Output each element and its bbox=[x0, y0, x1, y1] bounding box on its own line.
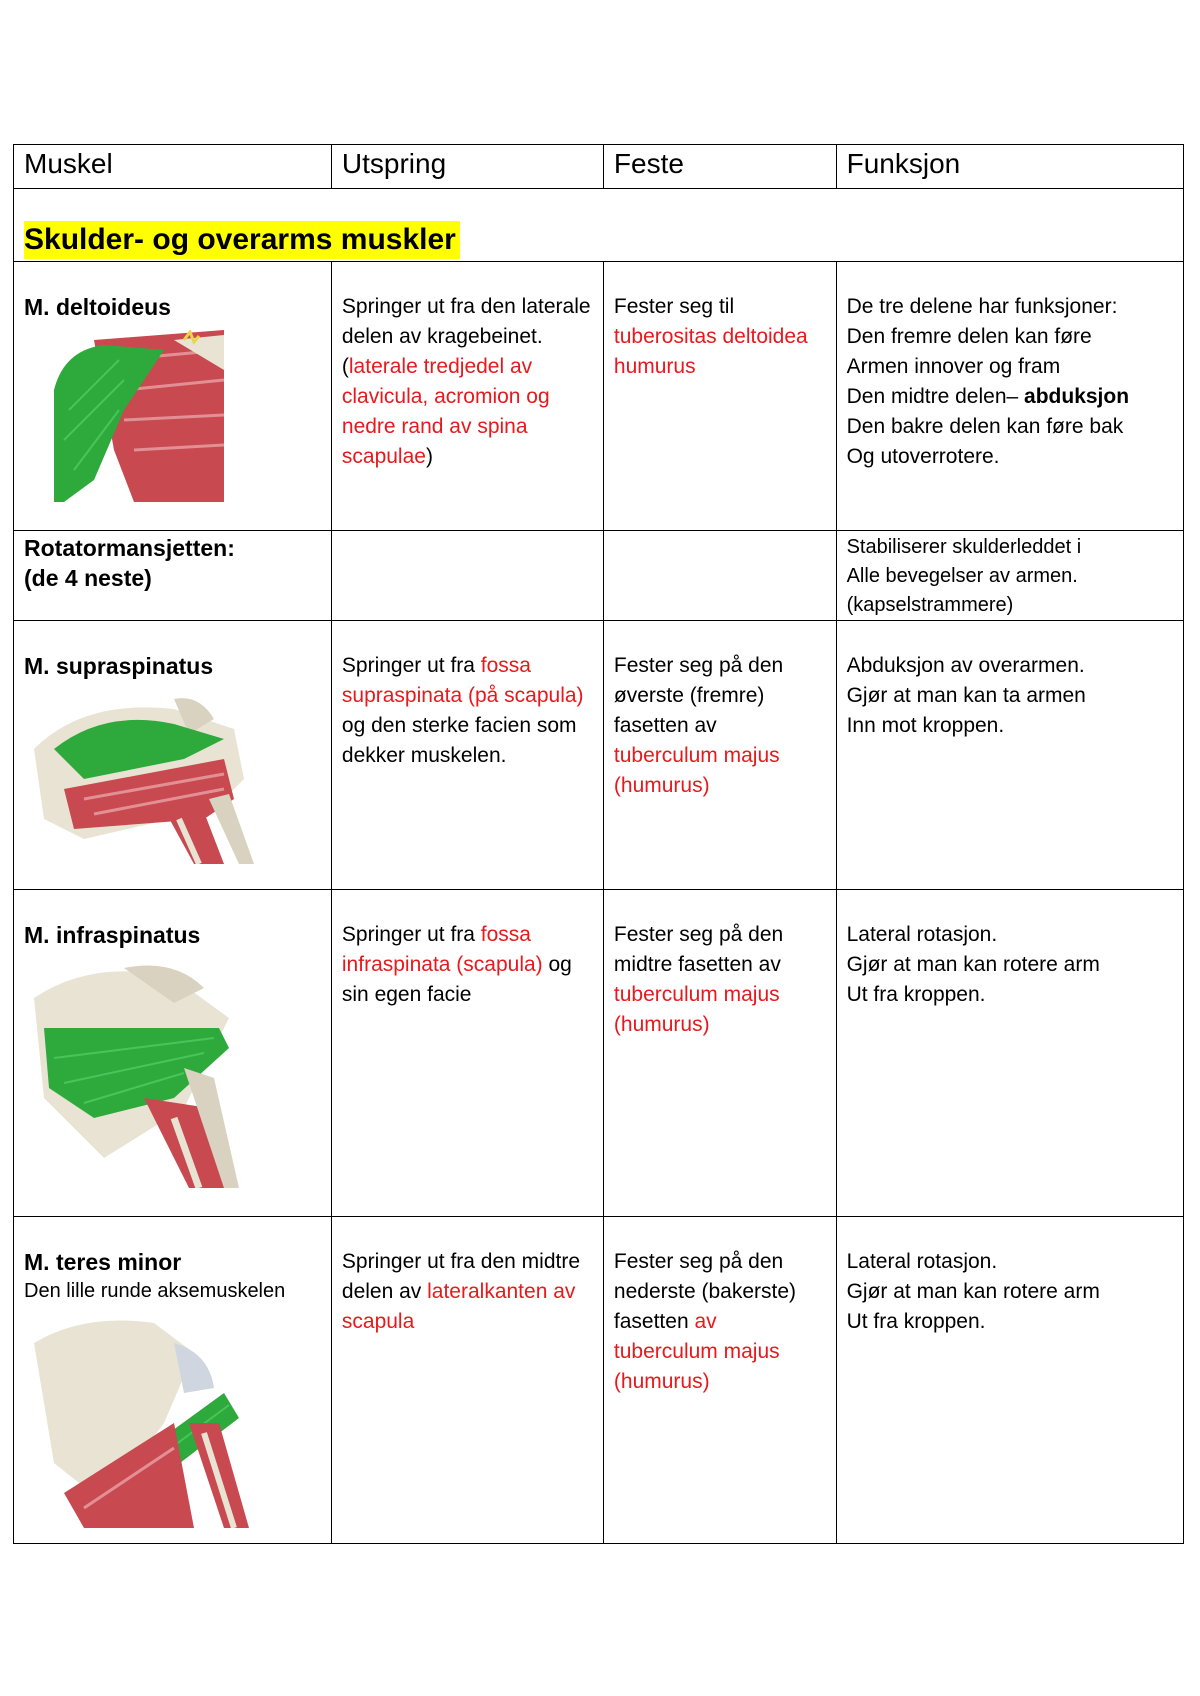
funksjon-supraspinatus: Abduksjon av overarmen. Gjør at man kan ta armen Inn mot kroppen. bbox=[846, 654, 1086, 737]
table-row bbox=[14, 890, 1184, 1217]
header-funksjon: Funksjon bbox=[836, 145, 1183, 189]
infraspinatus-illustration bbox=[24, 958, 321, 1193]
utspring-infraspinatus: Springer ut fra fossa infraspinata (scapula) og sin egen facie bbox=[341, 923, 572, 1006]
funksjon-deltoideus: De tre delene har funksjoner: Den fremre delen kan føre Armen innover og fram Den midtre delen– abduksjon Den bakre delen kan føre bak Og utoverrotere. bbox=[846, 295, 1130, 468]
feste-supraspinatus: Fester seg på den øverste (fremre) fasetten av tuberculum majus (humurus) bbox=[613, 654, 784, 797]
utspring-deltoideus: Springer ut fra den laterale delen av kragebeinet. (laterale tredjedel av clavicula, acromion og nedre rand av spina scapulae) bbox=[341, 295, 591, 468]
feste-teres-minor: Fester seg på den nederste (bakerste) fasetten av tuberculum majus (humurus) bbox=[613, 1250, 796, 1393]
header-muskel: Muskel bbox=[14, 145, 332, 189]
header-feste: Feste bbox=[603, 145, 836, 189]
teres-minor-illustration bbox=[24, 1313, 321, 1533]
muscle-name-supraspinatus: M. supraspinatus bbox=[24, 653, 214, 679]
funksjon-teres-minor: Lateral rotasjon. Gjør at man kan rotere arm Ut fra kroppen. bbox=[846, 1250, 1100, 1333]
header-utspring: Utspring bbox=[331, 145, 603, 189]
muscle-name-infraspinatus: M. infraspinatus bbox=[24, 922, 201, 948]
table-row bbox=[14, 531, 1184, 621]
section-title: Skulder- og overarms muskler bbox=[24, 221, 460, 259]
header-row bbox=[14, 145, 1184, 189]
table-row bbox=[14, 262, 1184, 531]
deltoideus-illustration bbox=[24, 330, 321, 507]
section-row bbox=[14, 189, 1184, 262]
utspring-supraspinatus: Springer ut fra fossa supraspinata (på scapula) og den sterke facien som dekker muskelen. bbox=[341, 654, 584, 767]
funksjon-rotator: Stabiliserer skulderleddet i Alle bevegelser av armen. (kapselstrammere) bbox=[846, 536, 1082, 616]
table-row bbox=[14, 621, 1184, 890]
muscle-name-teres-minor: M. teres minor bbox=[24, 1249, 182, 1275]
rotator-cuff-title: Rotatormansjetten: (de 4 neste) bbox=[24, 535, 235, 591]
muscle-subtitle-teres-minor: Den lille runde aksemuskelen bbox=[24, 1280, 286, 1302]
feste-deltoideus: Fester seg til tuberositas deltoidea humurus bbox=[613, 295, 808, 378]
muscle-name-deltoideus: M. deltoideus bbox=[24, 294, 171, 320]
utspring-teres-minor: Springer ut fra den midtre delen av lateralkanten av scapula bbox=[341, 1250, 581, 1333]
feste-infraspinatus: Fester seg på den midtre fasetten av tuberculum majus (humurus) bbox=[613, 923, 784, 1036]
funksjon-infraspinatus: Lateral rotasjon. Gjør at man kan rotere arm Ut fra kroppen. bbox=[846, 923, 1100, 1006]
supraspinatus-illustration bbox=[24, 689, 321, 869]
table-row bbox=[14, 1217, 1184, 1544]
muscle-table bbox=[13, 144, 1184, 1544]
